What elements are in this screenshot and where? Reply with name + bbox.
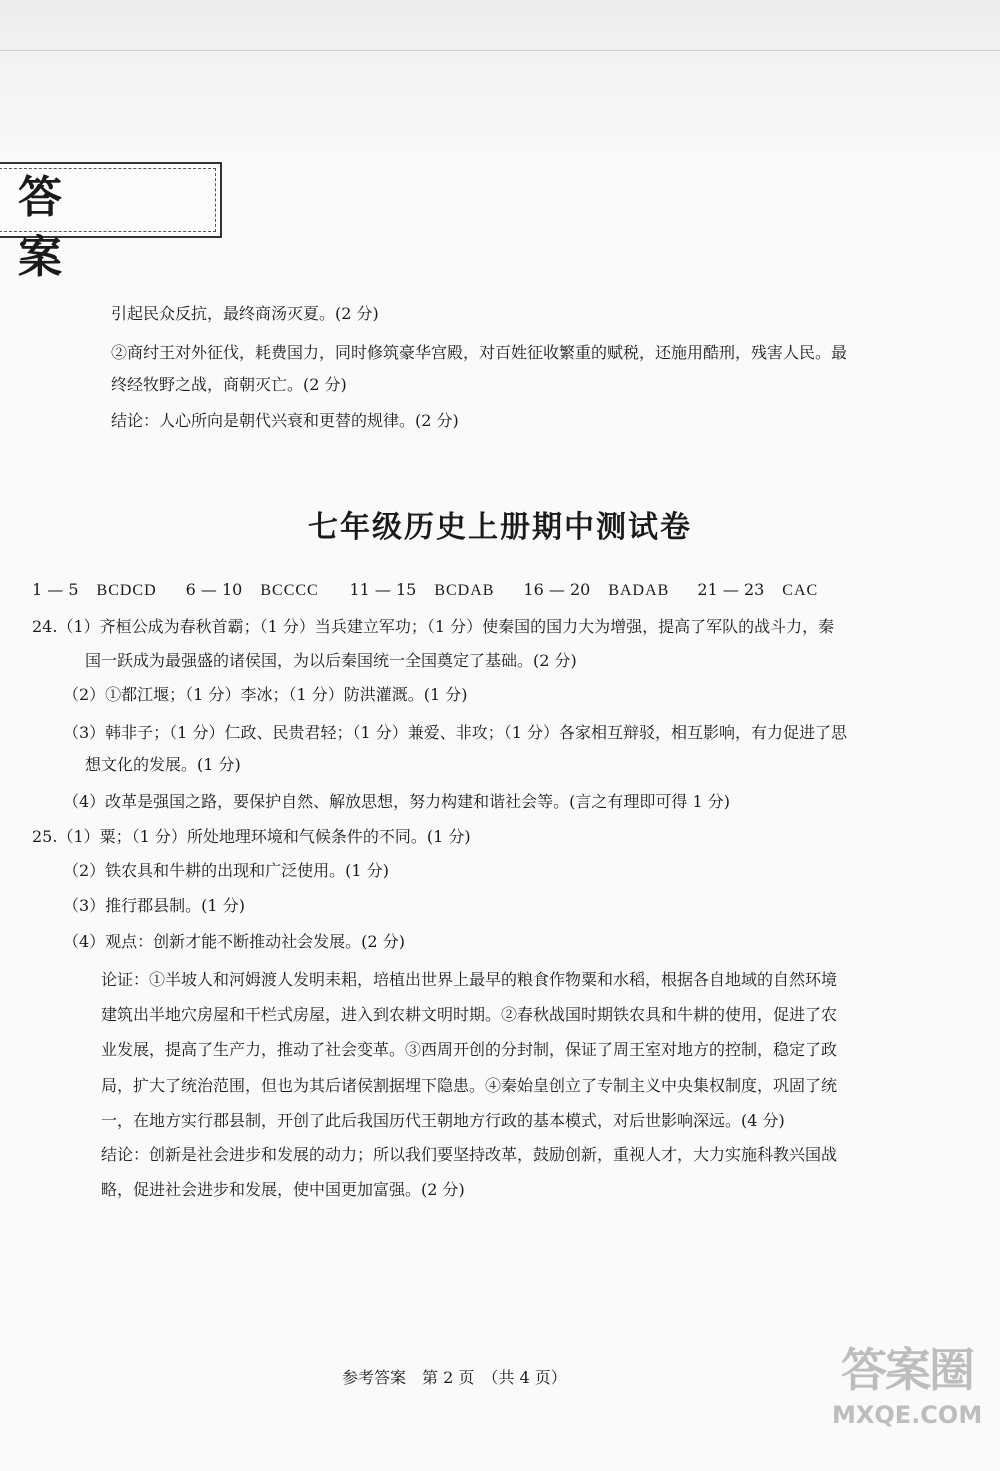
q25-conclusion-line1: 结论：创新是社会进步和发展的动力；所以我们要坚持改革，鼓励创新，重视人才，大力实施科教兴国战 bbox=[101, 1145, 838, 1164]
mc-range-1: 1 — 5 bbox=[32, 580, 79, 599]
q25-argument-line1: 论证：①半坡人和河姆渡人发明耒耜，培植出世界上最早的粮食作物粟和水稻，根据各自地域的自然环境 bbox=[101, 970, 838, 989]
q25-part1: 25.（1）粟；（1 分）所处地理环境和气候条件的不同。(1 分) bbox=[32, 827, 471, 846]
mc-answers-2: BCCCC bbox=[260, 582, 319, 599]
prev-answer-conclusion: 结论：人心所向是朝代兴衰和更替的规律。(2 分) bbox=[111, 411, 459, 430]
exam-title: 七年级历史上册期中测试卷 bbox=[308, 510, 692, 545]
mc-answers-5: CAC bbox=[782, 582, 819, 599]
q25-part3: （3）推行郡县制。(1 分) bbox=[63, 896, 245, 915]
mc-range-2: 6 — 10 bbox=[185, 580, 243, 599]
prev-answer-line-2: ②商纣王对外征伐，耗费国力，同时修筑豪华宫殿，对百姓征收繁重的赋税，还施用酷刑，残害人民。最 bbox=[111, 343, 848, 362]
q24-part1-line1: 24.（1）齐桓公成为春秋首霸；（1 分）当兵建立军功；（1 分）使秦国的国力大为增强，提高了军队的战斗力，秦 bbox=[32, 617, 835, 636]
header-title: 答 案 bbox=[18, 172, 102, 283]
mc-range-3: 11 — 15 bbox=[349, 580, 417, 599]
q25-argument-line3: 业发展，提高了生产力，推动了社会变革。③西周开创的分封制，保证了周王室对地方的控制，稳定了政 bbox=[101, 1040, 838, 1059]
mc-answers-4: BADAB bbox=[608, 582, 670, 599]
watermark-site: MXQE.COM bbox=[832, 1401, 983, 1429]
q24-part3-line1: （3）韩非子；（1 分）仁政、民贵君轻；（1 分）兼爱、非攻；（1 分）各家相互辩驳，相互影响，有力促进了思 bbox=[63, 723, 847, 742]
q24-part1-line2: 国一跃成为最强盛的诸侯国，为以后秦国统一全国奠定了基础。(2 分) bbox=[85, 651, 577, 670]
q24-part3-line2: 想文化的发展。(1 分) bbox=[85, 755, 241, 774]
q25-argument-line2: 建筑出半地穴房屋和干栏式房屋，进入到农耕文明时期。②春秋战国时期铁农具和牛耕的使用，促进了农 bbox=[101, 1005, 838, 1024]
q25-part4-viewpoint: （4）观点：创新才能不断推动社会发展。(2 分) bbox=[63, 932, 405, 951]
q25-argument-line5: 一，在地方实行郡县制，开创了此后我国历代王朝地方行政的基本模式，对后世影响深远。(4 分) bbox=[101, 1111, 785, 1130]
q25-argument-line4: 局，扩大了统治范围，但也为其后诸侯割据埋下隐患。④秦始皇创立了专制主义中央集权制度，巩固了统 bbox=[101, 1076, 838, 1095]
mc-range-4: 16 — 20 bbox=[523, 580, 591, 599]
scan-top-band bbox=[0, 0, 1000, 150]
watermark-logo bbox=[832, 1340, 982, 1460]
multiple-choice-answers bbox=[32, 579, 848, 602]
prev-answer-line-1: 引起民众反抗，最终商汤灭夏。(2 分) bbox=[111, 304, 379, 323]
scan-top-line bbox=[0, 50, 1000, 51]
page-footer: 参考答案 第 2 页 （共 4 页） bbox=[342, 1368, 567, 1387]
prev-answer-line-3: 终经牧野之战，商朝灭亡。(2 分) bbox=[111, 375, 347, 394]
q24-part4: （4）改革是强国之路，要保护自然、解放思想，努力构建和谐社会等。(言之有理即可得 1 分) bbox=[63, 792, 731, 811]
q25-part2: （2）铁农具和牛耕的出现和广泛使用。(1 分) bbox=[63, 861, 389, 880]
mc-answers-3: BCDAB bbox=[434, 582, 495, 599]
q24-part2: （2）①都江堰；（1 分）李冰；（1 分）防洪灌溉。(1 分) bbox=[63, 685, 468, 704]
mc-range-5: 21 — 23 bbox=[697, 580, 765, 599]
q25-conclusion-line2: 略，促进社会进步和发展，使中国更加富强。(2 分) bbox=[101, 1180, 465, 1199]
mc-answers-1: BCDCD bbox=[96, 582, 157, 599]
watermark-logo-text: 答案圈 bbox=[841, 1343, 973, 1397]
